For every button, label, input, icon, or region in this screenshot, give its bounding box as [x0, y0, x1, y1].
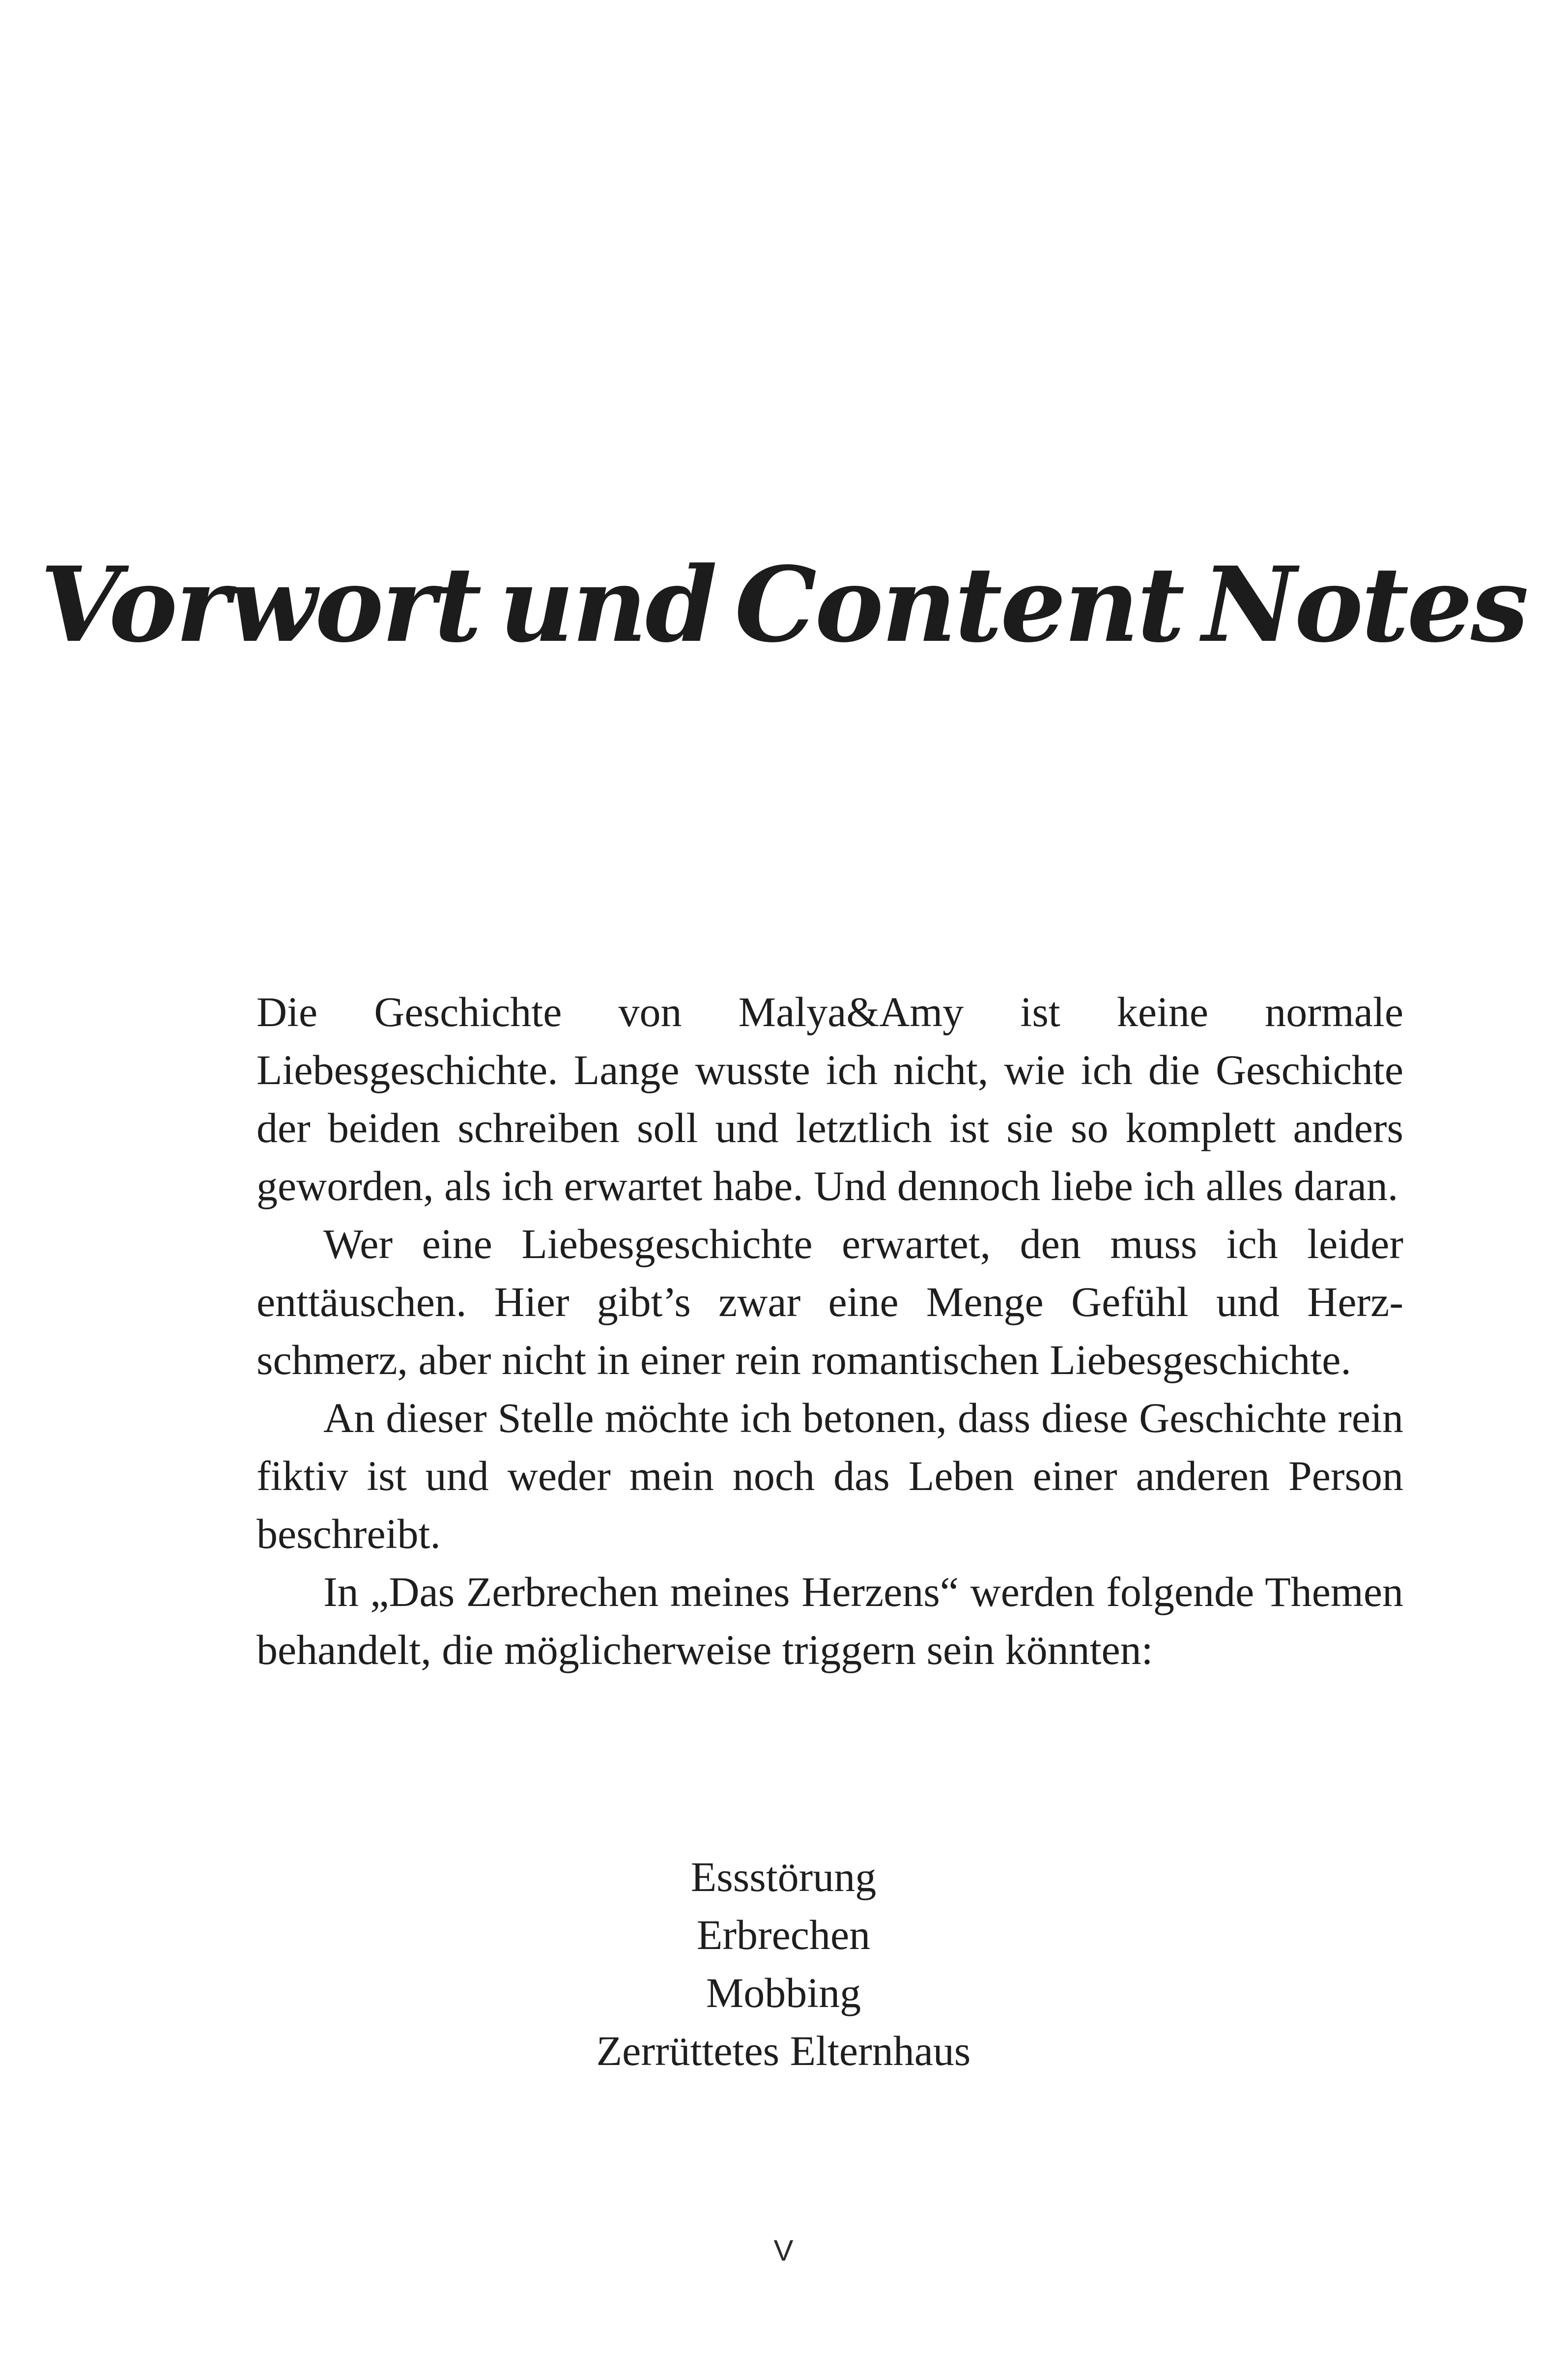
content-notes-list: [0, 1848, 1567, 2080]
page-number: V: [773, 2234, 794, 2267]
content-note-item: Erbrechen: [696, 1911, 871, 1958]
paragraph: An dieser Stelle möchte ich betonen, dass diese Geschichte rein fiktiv ist und weder mein noch das Leben einer anderen Person beschreibt.: [256, 1394, 1403, 1557]
content-note-item: Essstörung: [690, 1853, 877, 1900]
paragraph: In „Das Zerbrechen meines Herzens“ werden folgende Themen behandelt, die möglicherweise triggern sein könnten:: [256, 1568, 1403, 1673]
paragraph: Wer eine Liebesgeschichte erwartet, den muss ich leider enttäuschen. Hier gibt’s zwar eine Menge Gefühl und Herzschmerz, aber nicht in einer rein romantischen Liebesgeschichte.: [256, 1220, 1403, 1383]
chapter-title: Vorwort und Content Notes: [40, 544, 1527, 665]
paragraph: Die Geschichte von Malya&Amy ist keine normale Liebesgeschichte. Lange wusste ich nicht, wie ich die Geschichte der beiden schreiben soll und letztlich ist sie so komplett anders geworden, als ich erwartet habe. Und dennoch liebe ich alles daran.: [256, 988, 1403, 1209]
content-note-item: Mobbing: [706, 1969, 861, 2016]
foreword-text: [256, 983, 1403, 1679]
content-note-item: Zerrüttetes Elternhaus: [596, 2027, 971, 2074]
